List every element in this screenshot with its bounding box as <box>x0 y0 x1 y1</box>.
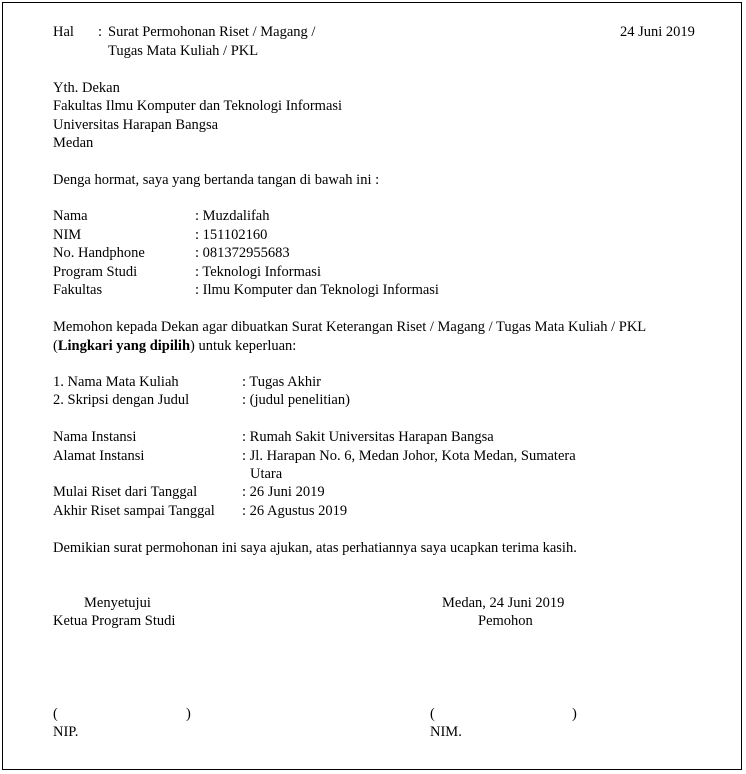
identity-label-faculty: Fakultas <box>53 282 103 298</box>
signature-place-date: Medan, 24 Juni 2019 <box>442 595 565 611</box>
request-rest: ) untuk keperluan: <box>190 338 297 354</box>
institution-address-line-1: : Jl. Harapan No. 6, Medan Johor, Kota Medan, Sumatera <box>242 448 576 464</box>
request-open-paren: ( <box>53 338 58 354</box>
left-signature-open-paren: ( <box>53 706 58 722</box>
institution-name-value: : Rumah Sakit Universitas Harapan Bangsa <box>242 429 494 445</box>
institution-name-label: Nama Instansi <box>53 429 137 445</box>
hal-label: Hal <box>53 24 74 40</box>
subject-line-2: Tugas Mata Kuliah / PKL <box>108 43 259 59</box>
nim-label: NIM. <box>430 724 462 740</box>
program-head-label: Ketua Program Studi <box>53 613 176 629</box>
nip-label: NIP. <box>53 724 79 740</box>
identity-label-nim: NIM <box>53 227 82 243</box>
left-signature-close-paren: ) <box>186 706 191 722</box>
opening-line: Denga hormat, saya yang bertanda tangan di bawah ini : <box>53 172 380 188</box>
identity-value-program: : Teknologi Informasi <box>195 264 321 280</box>
request-line-1: Memohon kepada Dekan agar dibuatkan Surat Keterangan Riset / Magang / Tugas Mata Kuliah / PKL <box>53 319 647 335</box>
letter-date: 24 Juni 2019 <box>620 24 695 40</box>
identity-value-faculty: : Ilmu Komputer dan Teknologi Informasi <box>195 282 439 298</box>
identity-value-name: : Muzdalifah <box>195 208 270 224</box>
identity-label-program: Program Studi <box>53 264 138 280</box>
research-start-value: : 26 Juni 2019 <box>242 484 325 500</box>
right-signature-close-paren: ) <box>572 706 577 722</box>
institution-address-line-2: Utara <box>250 466 283 482</box>
research-end-value: : 26 Agustus 2019 <box>242 503 348 519</box>
institution-address-label: Alamat Instansi <box>53 448 145 464</box>
purpose-label-thesis: 2. Skripsi dengan Judul <box>53 392 190 408</box>
research-start-label: Mulai Riset dari Tanggal <box>53 484 198 500</box>
applicant-label: Pemohon <box>478 613 533 629</box>
request-bold-instruction: Lingkari yang dipilih <box>57 338 191 354</box>
subject-line-1: Surat Permohonan Riset / Magang / <box>108 24 316 40</box>
approval-label: Menyetujui <box>84 595 151 611</box>
recipient-line-2: Fakultas Ilmu Komputer dan Teknologi Informasi <box>53 98 343 114</box>
hal-separator: : <box>98 24 103 40</box>
identity-label-name: Nama <box>53 208 88 224</box>
purpose-value-thesis: : (judul penelitian) <box>242 392 350 408</box>
recipient-line-3: Universitas Harapan Bangsa <box>53 117 219 133</box>
right-signature-open-paren: ( <box>430 706 435 722</box>
closing-line: Demikian surat permohonan ini saya ajukan, atas perhatiannya saya ucapkan terima kasih. <box>53 540 577 556</box>
recipient-line-4: Medan <box>53 135 94 151</box>
identity-value-phone: : 081372955683 <box>195 245 290 261</box>
identity-label-phone: No. Handphone <box>53 245 145 261</box>
recipient-line-1: Yth. Dekan <box>53 80 120 96</box>
request-line-2 <box>53 337 296 355</box>
identity-value-nim: : 151102160 <box>195 227 268 243</box>
research-end-label: Akhir Riset sampai Tanggal <box>53 503 215 519</box>
purpose-label-course: 1. Nama Mata Kuliah <box>53 374 179 390</box>
purpose-value-course: : Tugas Akhir <box>242 374 321 390</box>
